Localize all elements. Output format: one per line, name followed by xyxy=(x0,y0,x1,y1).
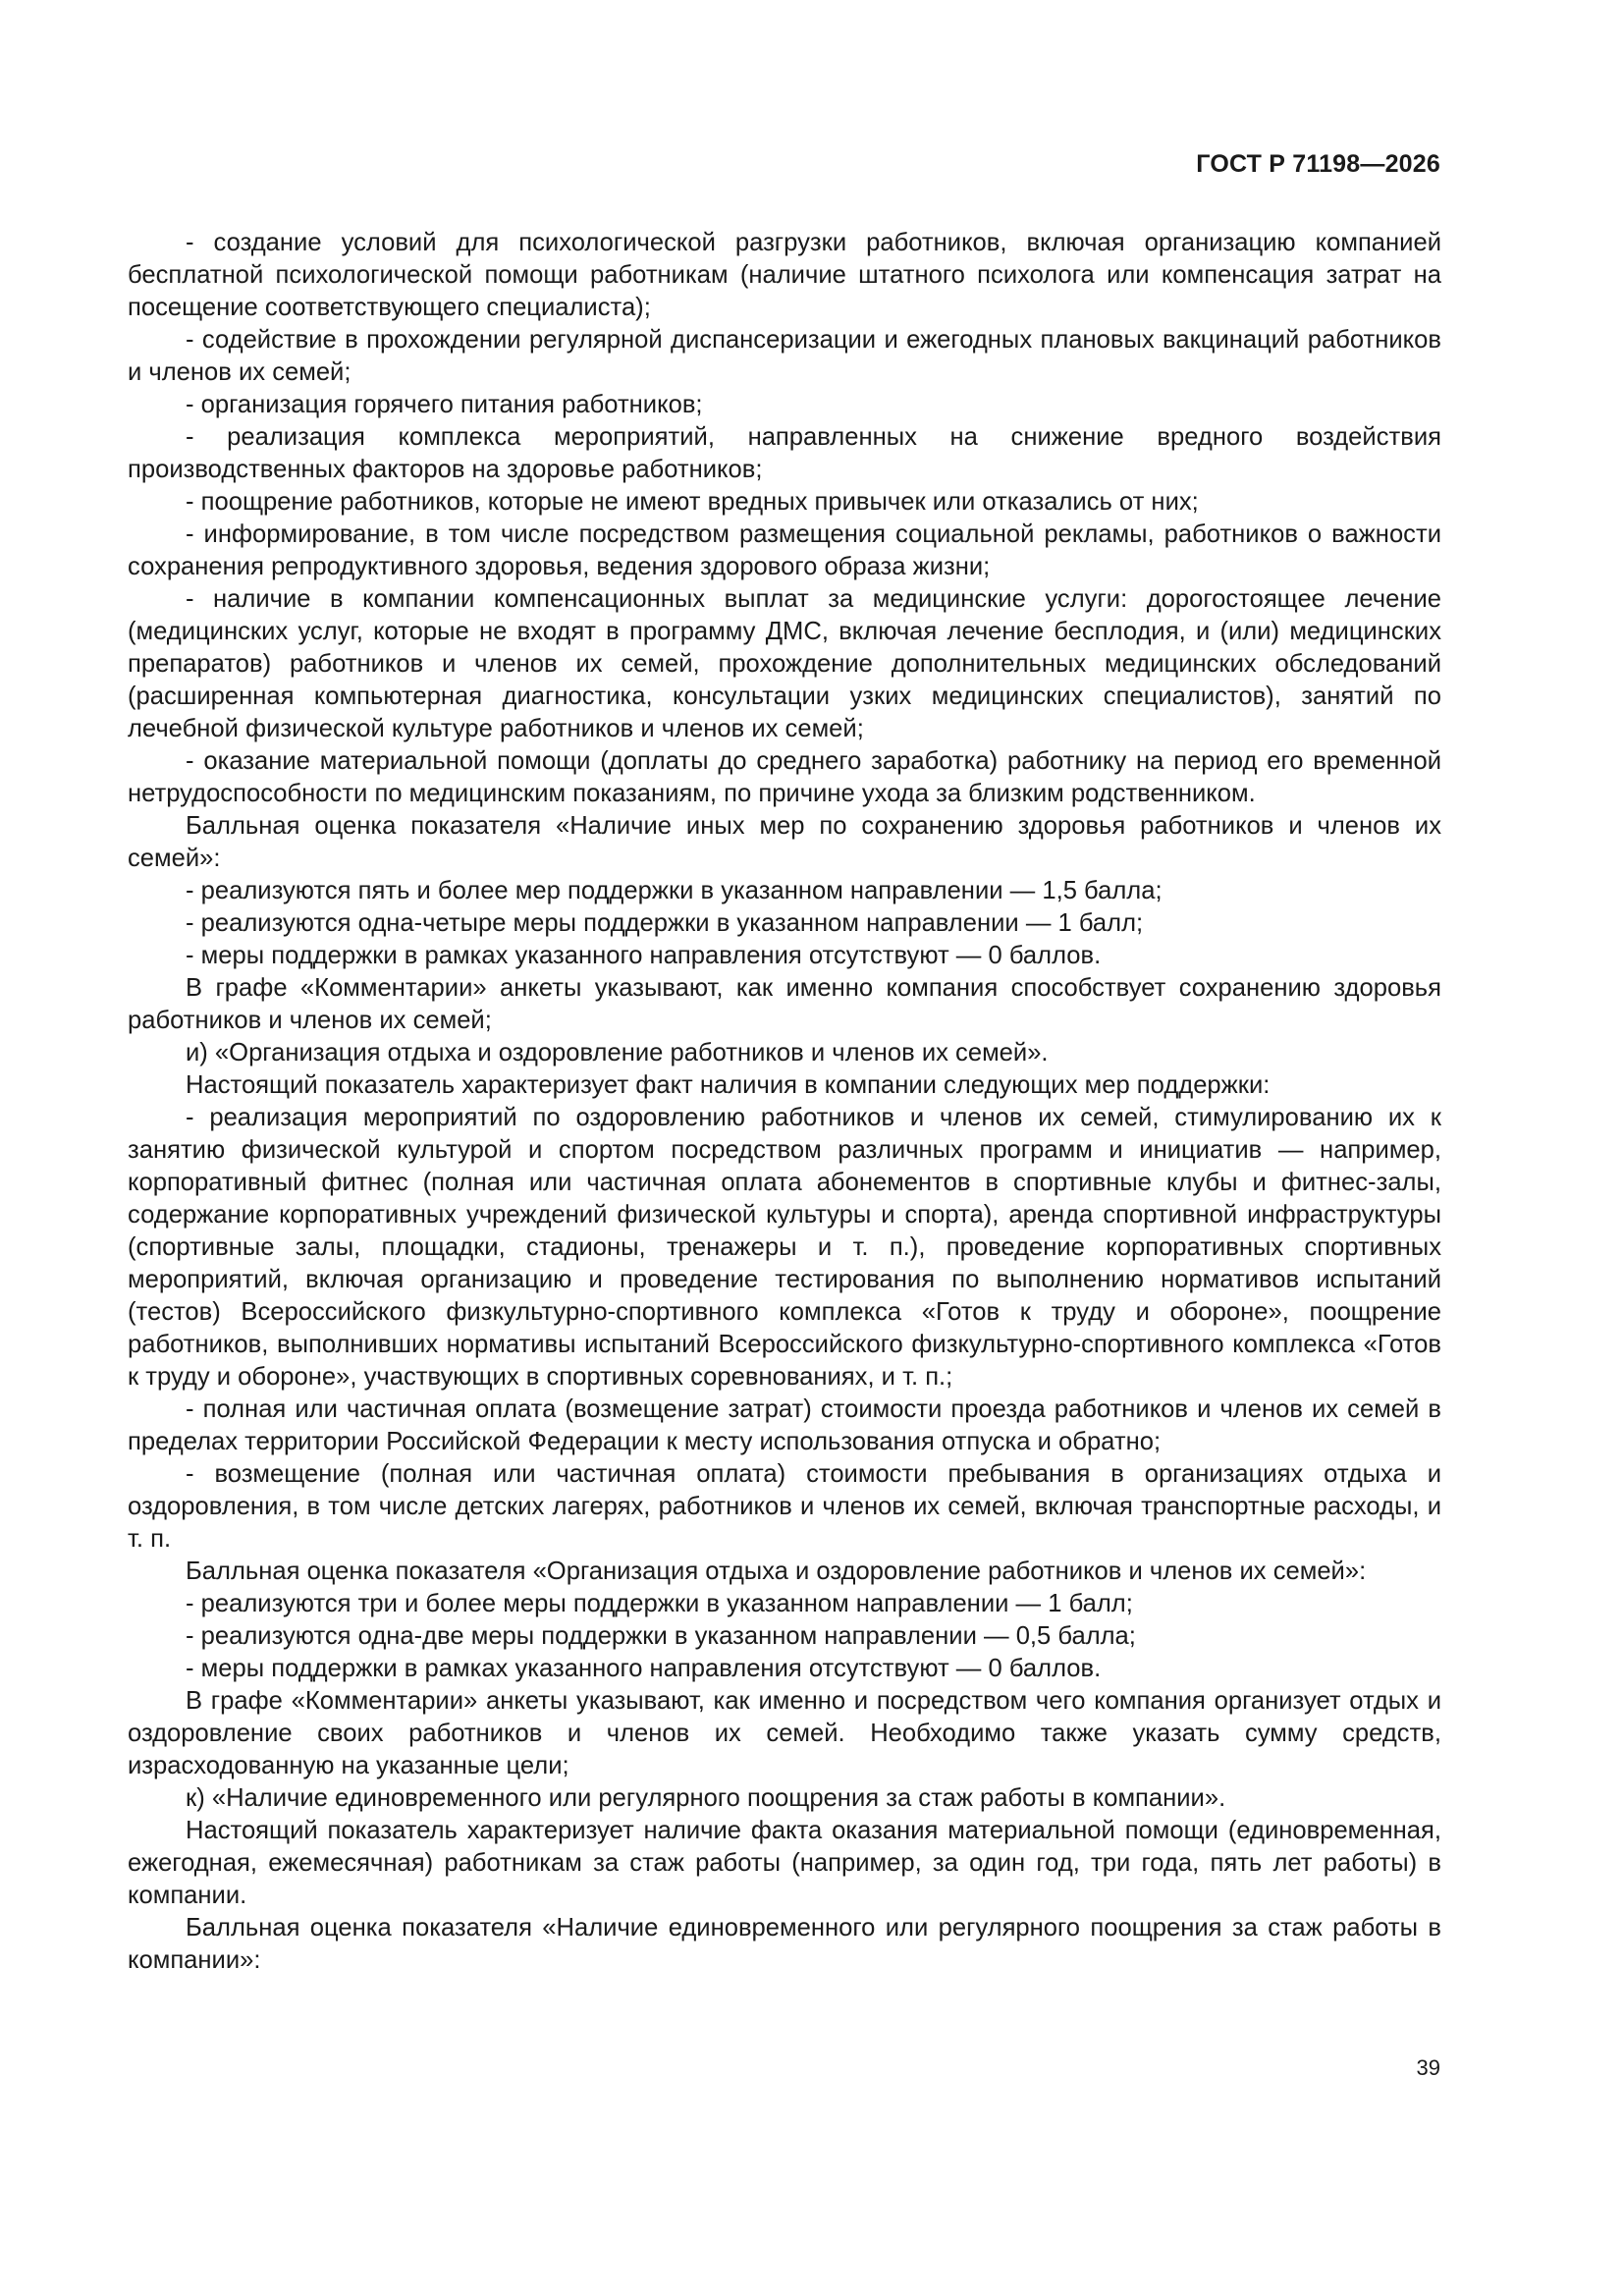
paragraph: - реализуются пять и более мер поддержки в указанном направлении — 1,5 балла; xyxy=(186,877,1163,904)
paragraph: и) «Организация отдыха и оздоровление работников и членов их семей». xyxy=(186,1039,1049,1066)
paragraph: Настоящий показатель характеризует наличие факта оказания материальной помощи (единовременная, ежегодная, ежемесячная) работникам за стаж работы (например, за один год, три года, пять лет работы) в компании. xyxy=(128,1817,1441,1909)
paragraph: - полная или частичная оплата (возмещение затрат) стоимости проезда работников и членов их семей в пределах территории Российской Федерации к месту использования отпуска и обратно; xyxy=(128,1395,1441,1455)
paragraph: В графе «Комментарии» анкеты указывают, как именно и посредством чего компания организует отдых и оздоровление своих работников и членов их семей. Необходимо также указать сумму средств, израсходованную на указанные цели; xyxy=(128,1687,1441,1779)
paragraph: - организация горячего питания работников; xyxy=(186,391,703,418)
paragraph: - реализуются одна-две меры поддержки в указанном направлении — 0,5 балла; xyxy=(186,1622,1136,1650)
paragraph: - реализация комплекса мероприятий, направленных на снижение вредного воздействия производственных факторов на здоровье работников; xyxy=(128,423,1441,483)
paragraph: Балльная оценка показателя «Организация отдыха и оздоровление работников и членов их семей»: xyxy=(186,1558,1367,1585)
page-number: 39 xyxy=(1416,2055,1440,2080)
paragraph: - меры поддержки в рамках указанного направления отсутствуют — 0 баллов. xyxy=(186,942,1102,969)
paragraph: Балльная оценка показателя «Наличие единовременного или регулярного поощрения за стаж работы в компании»: xyxy=(128,1914,1441,1974)
body-text xyxy=(128,227,1441,1977)
paragraph: - реализуются одна-четыре меры поддержки в указанном направлении — 1 балл; xyxy=(186,909,1144,937)
paragraph: - содействие в прохождении регулярной диспансеризации и ежегодных плановых вакцинаций работников и членов их семей; xyxy=(128,326,1441,386)
paragraph: Балльная оценка показателя «Наличие иных мер по сохранению здоровья работников и членов их семей»: xyxy=(128,812,1441,872)
paragraph: Настоящий показатель характеризует факт наличия в компании следующих мер поддержки: xyxy=(186,1071,1271,1099)
paragraph: - реализация мероприятий по оздоровлению работников и членов их семей, стимулированию их к занятию физической культурой и спортом посредством различных программ и инициатив — например, корпоративный фитнес (полная или частичная оплата абонементов в спортивные клубы и фитнес-залы, содержание корпоративных учреждений физической культуры и спорта), аренда спортивной инфраструктуры (спортивные залы, площадки, стадионы, тренажеры и т. п.), проведение корпоративных спортивных мероприятий, включая организацию и проведение тестирования по выполнению нормативов испытаний (тестов) Всероссийского физкультурно-спортивного комплекса «Готов к труду и обороне», поощрение работников, выполнивших нормативы испытаний Всероссийского физкультурно-спортивного комплекса «Готов к труду и обороне», участвующих в спортивных соревнованиях, и т. п.; xyxy=(128,1104,1441,1391)
paragraph: - оказание материальной помощи (доплаты до среднего заработка) работнику на период его временной нетрудоспособности по медицинским показаниям, по причине ухода за близким родственником. xyxy=(128,747,1441,807)
paragraph: - возмещение (полная или частичная оплата) стоимости пребывания в организациях отдыха и оздоровления, в том числе детских лагерях, работников и членов их семей, включая транспортные расходы, и т. п. xyxy=(128,1460,1441,1553)
paragraph: - информирование, в том числе посредством размещения социальной рекламы, работников о важности сохранения репродуктивного здоровья, ведения здорового образа жизни; xyxy=(128,520,1441,580)
paragraph: - меры поддержки в рамках указанного направления отсутствуют — 0 баллов. xyxy=(186,1655,1102,1682)
paragraph: - наличие в компании компенсационных выплат за медицинские услуги: дорогостоящее лечение (медицинских услуг, которые не входят в программу ДМС, включая лечение бесплодия, и (или) медицинских препаратов) работников и членов их семей, прохождение дополнительных медицинских обследований (расширенная компьютерная диагностика, консультации узких медицинских специалистов), занятий по лечебной физической культуре работников и членов их семей; xyxy=(128,585,1441,742)
paragraph: - создание условий для психологической разгрузки работников, включая организацию компанией бесплатной психологической помощи работникам (наличие штатного психолога или компенсация затрат на посещение соответствующего специалиста); xyxy=(128,229,1441,321)
document-code-header: ГОСТ Р 71198—2026 xyxy=(1196,150,1440,178)
paragraph: - реализуются три и более меры поддержки в указанном направлении — 1 балл; xyxy=(186,1590,1133,1617)
paragraph: - поощрение работников, которые не имеют вредных привычек или отказались от них; xyxy=(186,488,1199,516)
paragraph: В графе «Комментарии» анкеты указывают, как именно компания способствует сохранению здоровья работников и членов их семей; xyxy=(128,974,1441,1034)
paragraph: к) «Наличие единовременного или регулярного поощрения за стаж работы в компании». xyxy=(186,1784,1226,1812)
